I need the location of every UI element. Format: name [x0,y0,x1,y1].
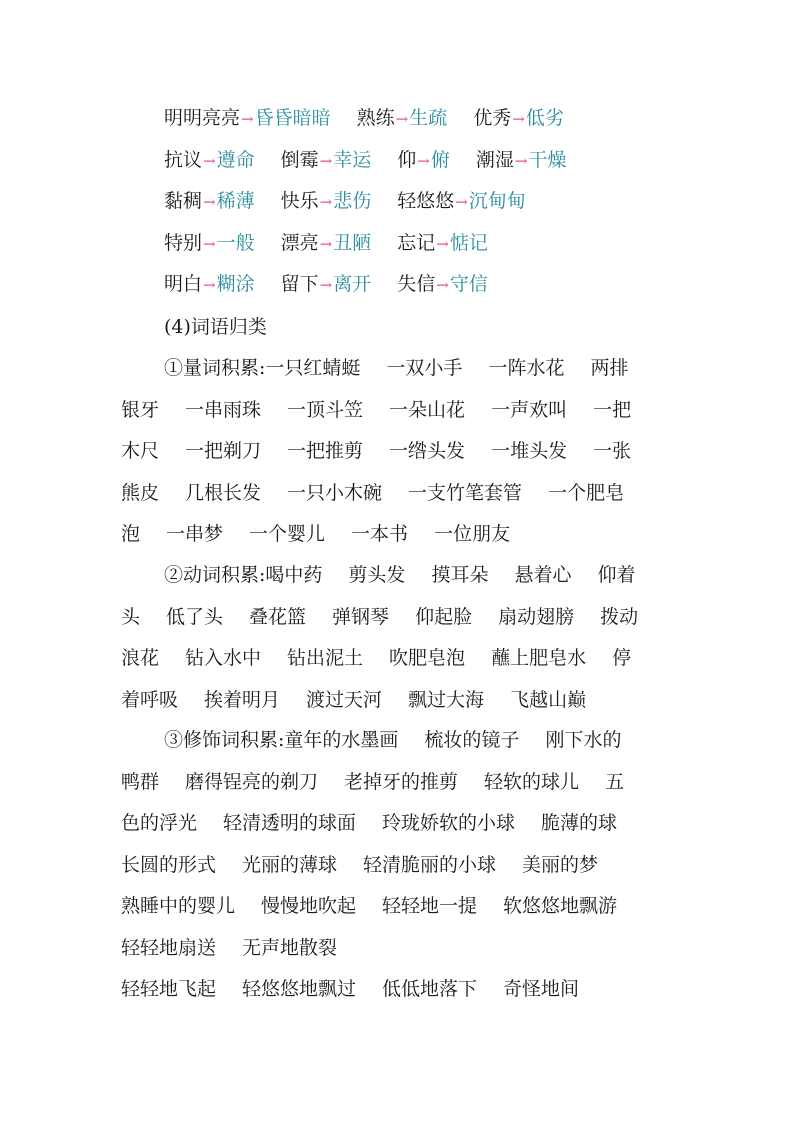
word-item: 钻出泥土 [287,647,364,669]
arrow-icon: → [455,193,468,211]
antonym-pair [397,140,450,182]
antonym-word: 低劣 [525,107,564,129]
word: 抗议 [164,148,203,171]
arrow-icon: → [241,110,254,128]
word-item: 低低地落下 [382,978,478,1000]
word-item: 软悠悠地飘游 [503,895,618,917]
word-item: 慢慢地吹起 [261,895,357,917]
word: 潮湿 [475,148,514,171]
antonym-row [164,264,488,305]
word-item: 吹肥皂泡 [389,647,466,669]
word-item: 一位朋友 [434,523,511,545]
section-label: ①量词积累: [164,357,266,379]
modifier-line [121,845,598,886]
word-item: 渡过天河 [306,688,383,711]
word-item: 磨得锃亮的剃刀 [185,770,319,793]
word-item: 一把推剪 [287,440,364,462]
antonym-word: 遵命 [216,148,255,171]
arrow-icon: → [436,234,449,253]
word-item: 刚下水的 [545,729,622,751]
word-item: 两排 [590,357,629,379]
word-item: 一只小木碗 [287,481,383,504]
word: 明明亮亮 [164,107,241,129]
antonym-pair [397,223,488,265]
word-item: 脆薄的球 [541,812,618,834]
word-item: 一声欢叫 [491,398,568,421]
measure-line [164,348,628,389]
antonym-row [164,223,488,264]
word-item: 蘸上肥皂水 [491,647,587,669]
word: 忘记 [397,231,436,254]
word-item: 一个肥皂 [548,481,625,504]
arrow-icon: → [319,234,333,253]
modifier-line [121,928,337,969]
arrow-icon: → [319,151,333,170]
verb-line [164,555,635,596]
word-item: 悬着心 [514,564,572,586]
antonym-row [164,140,566,181]
word-item: 轻清透明的球面 [223,812,357,834]
word: 轻悠悠 [397,190,455,212]
word-item: 飘过大海 [408,688,485,711]
word-item: 挨着明月 [204,688,281,711]
verb-line [121,680,586,721]
modifier-line [121,803,617,844]
word-item: 摸耳朵 [431,564,489,586]
word-item: 一串梦 [166,523,224,545]
word: 特别 [164,231,203,254]
word: 仰 [397,148,417,171]
word: 明白 [164,273,203,295]
word-item: 一双小手 [386,357,463,379]
verb-line [121,638,631,679]
modifier-line [121,886,617,927]
word-item: 仰着 [597,564,636,586]
word-item: 一本书 [351,523,409,545]
word-item: 熊皮 [121,481,160,504]
antonym-word: 生疏 [409,107,448,129]
word-item: 无声地散裂 [242,936,338,959]
word-item: 一把 [593,398,632,421]
word-item: 轻轻地一提 [382,895,478,917]
antonym-word: 悲伤 [333,190,372,212]
antonym-word: 昏昏暗暗 [254,107,331,129]
word-item: 鸭群 [121,770,160,793]
word-item: 五 [605,770,625,793]
word-item: 一阵水花 [488,357,565,379]
word-item: 美丽的梦 [522,853,599,876]
word-item: 着呼吸 [121,688,179,711]
antonym-word: 沉甸甸 [468,190,526,212]
antonym-pair [164,223,255,265]
section-label: ②动词积累: [164,564,266,586]
antonym-pair [281,223,372,265]
arrow-icon: → [319,193,333,211]
word-item: 拨动 [600,605,639,628]
word-item: 低了头 [166,605,224,628]
word-item: 弹钢琴 [332,605,390,628]
word: 留下 [280,273,319,295]
antonym-word: 俯 [430,148,450,171]
word-item: 浪花 [121,647,160,669]
word: 倒霉 [280,148,319,171]
arrow-icon: → [203,193,216,211]
arrow-icon: → [203,276,216,294]
arrow-icon: → [514,151,528,170]
word-item: 光丽的薄球 [242,853,338,876]
word: 黏稠 [164,190,203,212]
antonym-pair [164,140,255,182]
antonym-word: 糊涂 [216,273,255,295]
word-item: 轻悠悠地飘过 [242,978,357,1000]
antonym-word: 幸运 [333,148,372,171]
word-item: 轻轻地飞起 [121,978,217,1000]
word-item: 剪头发 [348,564,406,586]
word-item: 奇怪地间 [503,978,580,1000]
word-item: 飞越山巅 [510,688,587,711]
arrow-icon: → [203,151,216,170]
measure-line [121,473,624,514]
antonym-pair [281,181,372,223]
antonym-pair [164,181,255,223]
antonym-pair [164,98,331,140]
section-label: ③修饰词积累: [164,729,285,751]
modifier-line [121,969,579,1010]
antonym-word: 干燥 [528,148,567,171]
word-item: 一张 [593,440,632,462]
antonym-pair [281,140,372,182]
word-item: 银牙 [121,398,160,421]
word-item: 轻轻地扇送 [121,936,217,959]
word-item: 扇动翅膀 [498,605,575,628]
antonym-pair [357,98,448,140]
verb-line [121,597,638,638]
word-item: 停 [612,647,632,669]
antonym-word: 一般 [216,231,255,254]
antonym-word: 惦记 [449,231,488,254]
word-item: 一串雨珠 [185,398,262,421]
word-item: 仰起脸 [415,605,473,628]
word-item: 轻软的球儿 [484,770,580,793]
word-item: 童年的水墨画 [284,729,399,751]
section-title: (4)词语归类 [164,316,267,338]
arrow-icon: → [395,110,409,128]
word-item: 色的浮光 [121,812,198,834]
arrow-icon: → [319,276,333,294]
modifier-line [164,720,621,761]
antonym-word: 离开 [333,273,372,295]
word: 漂亮 [280,231,319,254]
word-item: 长圆的形式 [121,853,217,876]
word-item: 一只红蜻蜓 [265,357,361,379]
antonym-pair [476,140,567,182]
word-item: 一绺头发 [389,440,466,462]
word-item: 梳妆的镜子 [424,729,520,751]
antonym-pair [473,98,564,140]
word-item: 一支竹笔套管 [408,481,523,504]
word-item: 木尺 [121,440,160,462]
arrow-icon: → [417,151,430,170]
word-item: 喝中药 [265,564,323,586]
word-item: 玲珑娇软的小球 [382,812,516,834]
word-item: 几根长发 [185,481,262,504]
word: 失信 [397,273,436,295]
measure-line [121,431,631,472]
antonym-row [164,181,526,222]
antonym-row [164,98,564,139]
word-item: 一个婴儿 [249,523,326,545]
antonym-word: 稀薄 [216,190,255,212]
word-item: 一朵山花 [389,398,466,421]
word-item: 一顶斗笠 [287,398,364,421]
word-item: 钻入水中 [185,647,262,669]
modifier-line [121,762,624,803]
antonym-pair [281,264,372,306]
word: 熟练 [356,107,395,129]
word-item: 头 [121,605,141,628]
word-item: 熟睡中的婴儿 [121,895,236,917]
antonym-pair [164,264,255,306]
word: 优秀 [473,107,512,129]
arrow-icon: → [436,276,449,294]
word-item: 轻清脆丽的小球 [363,853,497,876]
word-item: 叠花篮 [249,605,307,628]
arrow-icon: → [512,110,525,128]
measure-line [121,514,510,555]
antonym-pair [397,264,488,306]
word-item: 一堆头发 [491,440,568,462]
arrow-icon: → [203,234,216,253]
measure-line [121,390,631,431]
antonym-word: 丑陋 [333,231,372,254]
word-item: 老掉牙的推剪 [344,770,459,793]
word: 快乐 [280,190,319,212]
antonym-pair [397,181,526,223]
word-item: 一把剃刀 [185,440,262,462]
word-item: 泡 [121,523,141,545]
antonym-word: 守信 [449,273,488,295]
